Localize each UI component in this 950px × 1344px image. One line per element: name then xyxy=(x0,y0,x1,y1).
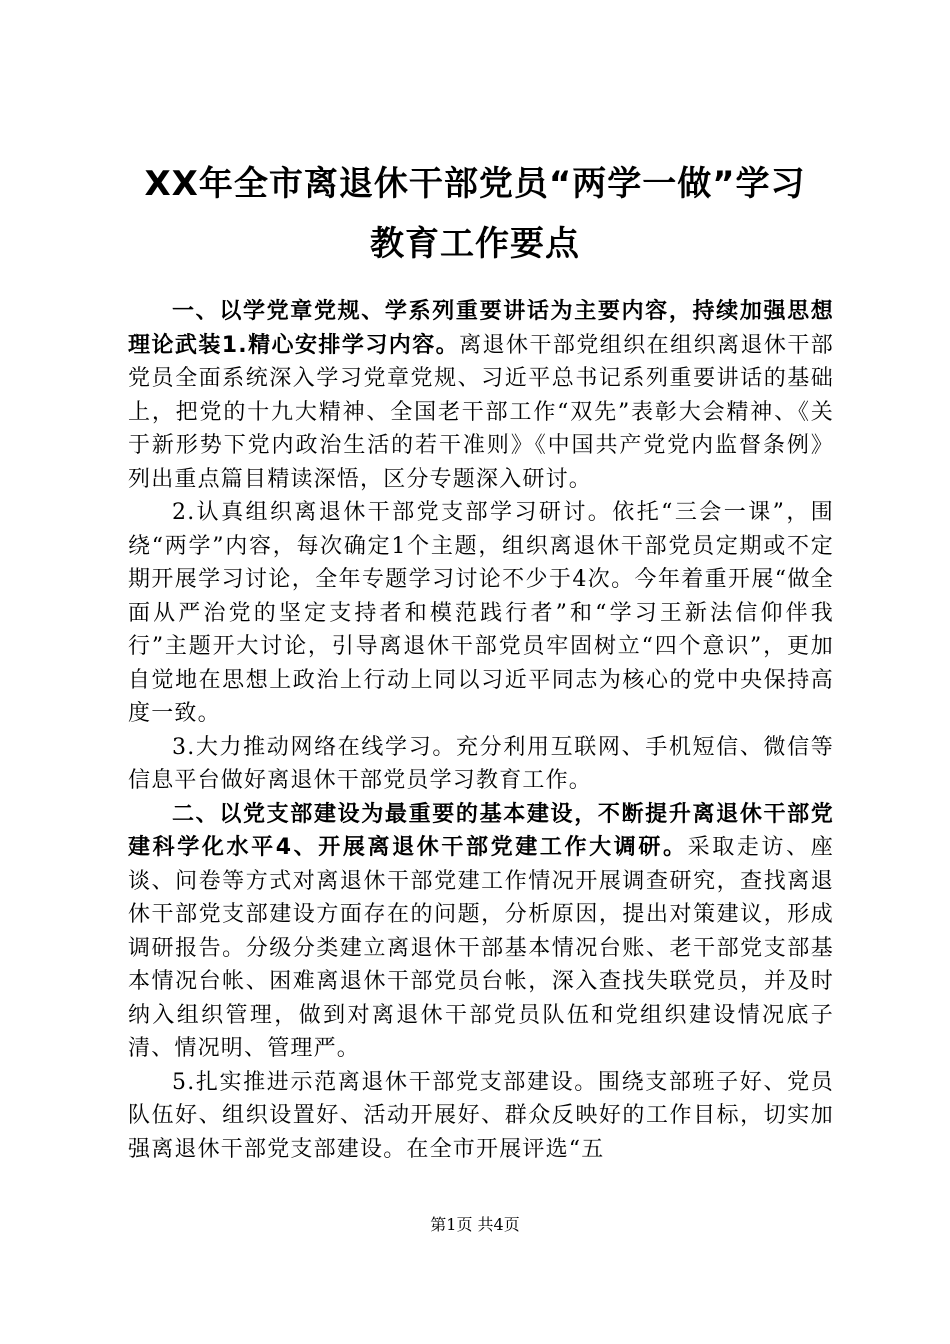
document-body xyxy=(128,295,834,1166)
paragraph-3 xyxy=(128,731,834,798)
document-title-line-1: XX年全市离退休干部党员“两学一做”学习 xyxy=(144,164,806,204)
document-title-line-2: 教育工作要点 xyxy=(370,224,580,264)
paragraph-text: 采取走访、座谈、问卷等方式对离退休干部党建工作情况开展调查研究，查找离退休干部党支部建设方面存在的问题，分析原因，提出对策建议，形成调研报告。分级分类建立离退休干部基本情况台账、老干部党支部基本情况台帐、困难离退休干部党员台帐，深入查找失联党员，并及时纳入组织管理，做到对离退休干部党员队伍和党组织建设情况底子清、情况明、管理严。 xyxy=(128,835,834,1061)
paragraph-text: 2.认真组织离退休干部党支部学习研讨。依托“三会一课”，围绕“两学”内容，每次确定1个主题，组织离退休干部党员定期或不定期开展学习讨论，全年专题学习讨论不少于4次。今年着重开展“做全面从严治党的坚定支持者和模范践行者”和“学习王新法信仰伴我行”主题开大讨论，引导离退休干部党员牢固树立“四个意识”，更加自觉地在思想上政治上行动上同以习近平同志为核心的党中央保持高度一致。 xyxy=(128,500,834,726)
paragraph-text: 3.大力推动网络在线学习。充分利用互联网、手机短信、微信等信息平台做好离退休干部党员学习教育工作。 xyxy=(128,734,834,793)
paragraph-1 xyxy=(128,295,834,496)
paragraph-2 xyxy=(128,496,834,731)
section-heading-1: 一、以学党章党规、学系列重要讲话为主要内容，持续加强思想理论武装1.精心安排学习内容。 xyxy=(128,299,834,358)
paragraph-4 xyxy=(128,798,834,1066)
paragraph-5 xyxy=(128,1066,834,1167)
paragraph-text: 5.扎实推进示范离退休干部党支部建设。围绕支部班子好、党员队伍好、组织设置好、活动开展好、群众反映好的工作目标，切实加强离退休干部党支部建设。在全市开展评选“五 xyxy=(128,1069,834,1162)
page-footer: 第1页 共4页 xyxy=(430,1215,520,1234)
paragraph-text: 离退休干部党组织在组织离退休干部党员全面系统深入学习党章党规、习近平总书记系列重要讲话的基础上，把党的十九大精神、全国老干部工作“双先”表彰大会精神、《关于新形势下党内政治生活的若干准则》《中国共产党党内监督条例》列出重点篇目精读深悟，区分专题深入研讨。 xyxy=(128,332,834,492)
section-heading-2: 二、以党支部建设为最重要的基本建设，不断提升离退休干部党建科学化水平4、开展离退休干部党建工作大调研。 xyxy=(128,801,834,860)
